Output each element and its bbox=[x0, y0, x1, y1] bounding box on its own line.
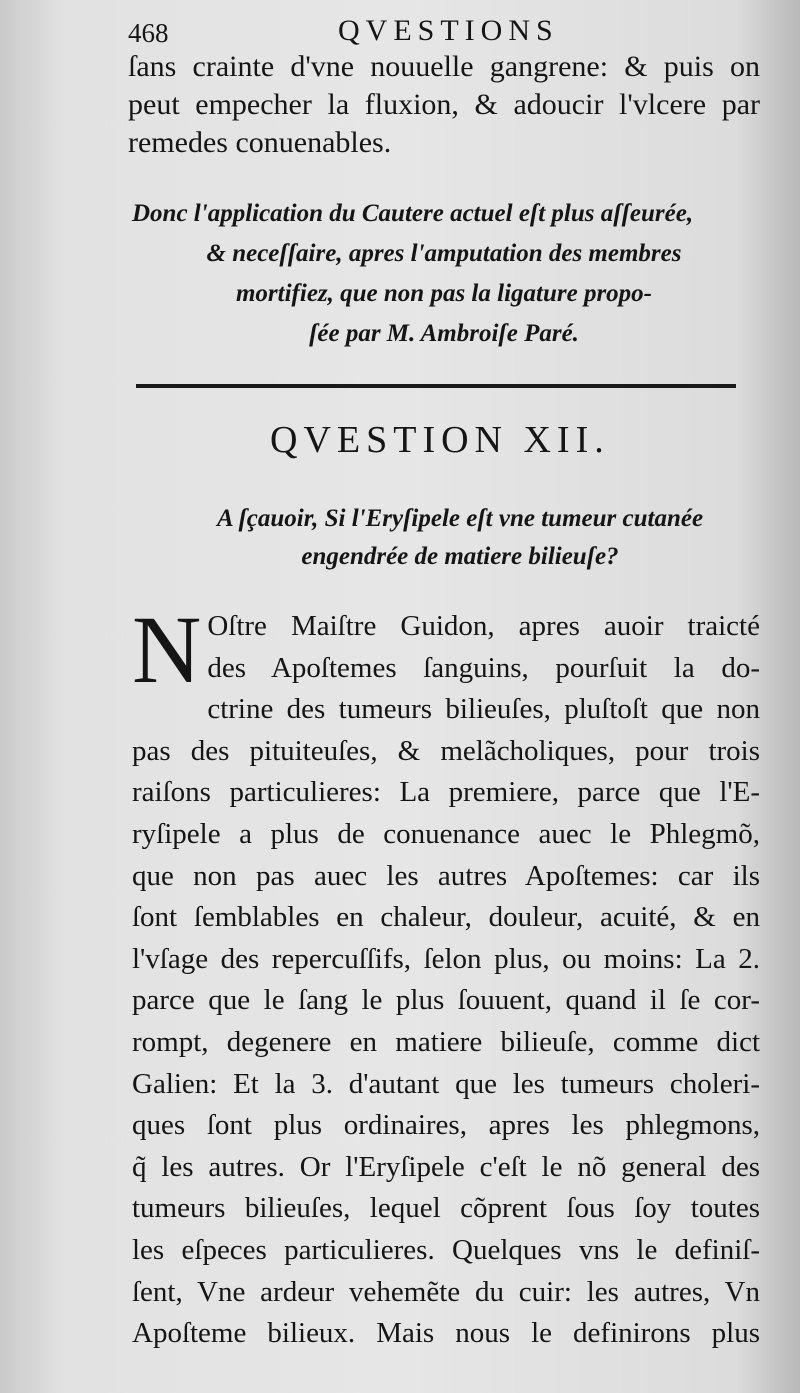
running-title: QVESTIONS bbox=[338, 14, 559, 47]
question-heading: QVESTION XII. bbox=[270, 419, 610, 461]
body-line: ſent, Vne ardeur vehemẽte du cuir: les autres, Vn bbox=[132, 1275, 760, 1308]
body-line: parce que le ſang le plus ſouuent, quand il ſe cor- bbox=[132, 984, 760, 1017]
body-line: Oſtre Maiſtre Guidon, apres auoir traicté bbox=[207, 610, 760, 642]
body-line: des Apoſtemes ſanguins, pourſuit la do- bbox=[207, 651, 760, 684]
question-subtitle bbox=[160, 500, 760, 576]
body-line: ſont ſemblables en chaleur, douleur, acuité, & en bbox=[132, 901, 760, 934]
body-line: pas des pituiteuſes, & melãcholiques, pour trois bbox=[132, 734, 760, 767]
body-line: ques ſont plus ordinaires, apres les phlegmons, bbox=[132, 1109, 760, 1142]
page-number: 468 bbox=[128, 18, 169, 48]
intro-paragraph bbox=[128, 48, 760, 162]
intro-line: ſans crainte d'vne nouuelle gangrene: & puis on bbox=[128, 50, 760, 83]
drop-cap: N bbox=[132, 596, 202, 703]
body-line: l'vſage des repercuſſifs, ſelon plus, ou moins: La 2. bbox=[132, 942, 760, 975]
subtitle-line: engendrée de matiere bilieuſe? bbox=[301, 543, 619, 570]
intro-line: remedes conuenables. bbox=[128, 126, 392, 159]
body-line: ryſipele a plus de conuenance auec le Phlegmõ, bbox=[132, 817, 760, 850]
body-line: que non pas auec les autres Apoſtemes: car ils bbox=[132, 859, 760, 892]
body-line: rompt, degenere en matiere bilieuſe, comme dict bbox=[132, 1025, 760, 1058]
body-line: Galien: Et la 3. d'autant que les tumeurs choleri- bbox=[132, 1067, 760, 1100]
body-line: raiſons particulieres: La premiere, parce que l'E- bbox=[132, 776, 760, 809]
body-paragraph bbox=[132, 596, 760, 1355]
section-divider bbox=[136, 384, 736, 388]
conclusion-line: & neceſſaire, apres l'amputation des membres bbox=[206, 240, 682, 267]
body-line: tumeurs bilieuſes, lequel cõprent ſous ſoy toutes bbox=[132, 1192, 760, 1225]
conclusion-line: ſée par M. Ambroiſe Paré. bbox=[309, 320, 579, 347]
conclusion-line: mortifiez, que non pas la ligature propo- bbox=[235, 280, 652, 307]
conclusion-paragraph bbox=[128, 194, 760, 354]
intro-line: peut empecher la fluxion, & adoucir l'vlcere par bbox=[128, 88, 760, 121]
subtitle-line: A ſçauoir, Si l'Eryſipele eſt vne tumeur cutanée bbox=[216, 505, 704, 532]
body-line: Apoſteme bilieux. Mais nous le definirons plus bbox=[132, 1317, 760, 1350]
body-line: q̃ les autres. Or l'Eryſipele c'eſt le nõ general des bbox=[132, 1150, 760, 1183]
body-line: ctrine des tumeurs bilieuſes, pluſtoſt que non bbox=[207, 693, 760, 726]
conclusion-line: Donc l'application du Cautere actuel eſt plus aſſeurée, bbox=[132, 200, 694, 227]
body-line: les eſpeces particulieres. Quelques vns le definiſ- bbox=[132, 1233, 760, 1266]
